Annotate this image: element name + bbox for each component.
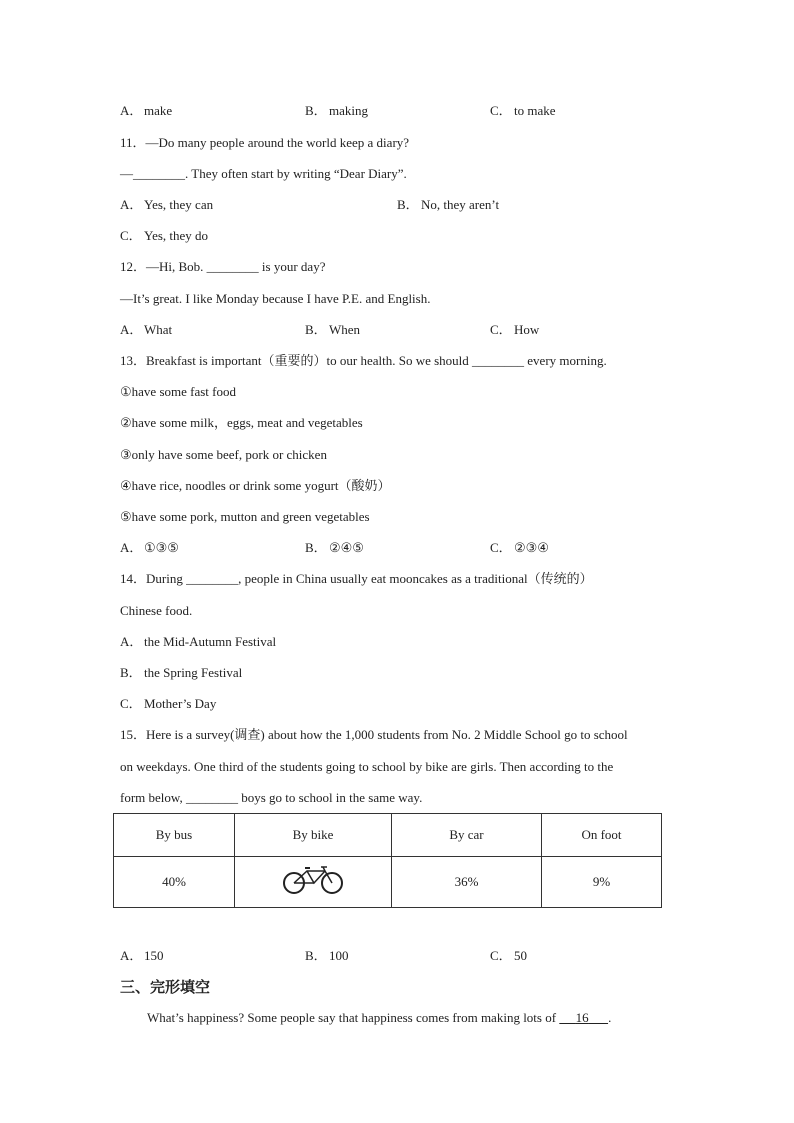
option-text: to make bbox=[514, 103, 556, 118]
option-text: 100 bbox=[329, 948, 349, 963]
option-key: A． bbox=[120, 948, 143, 963]
q13-option-a[interactable] bbox=[120, 540, 179, 556]
option-key: C． bbox=[490, 103, 512, 118]
q14-option-c[interactable] bbox=[120, 696, 216, 712]
table-cell: 36% bbox=[392, 857, 542, 908]
q13-item: ①have some fast food bbox=[120, 384, 236, 399]
table-header-row bbox=[114, 814, 662, 857]
table-cell-bike bbox=[235, 857, 392, 908]
table-header-cell: By bike bbox=[235, 814, 392, 857]
option-key: C． bbox=[490, 322, 512, 337]
option-key: C． bbox=[120, 696, 142, 711]
option-key: A． bbox=[120, 197, 143, 212]
survey-table bbox=[113, 813, 662, 908]
q15-option-a[interactable] bbox=[120, 948, 164, 964]
table-cell: 40% bbox=[114, 857, 235, 908]
q14-question-cont: Chinese food. bbox=[120, 603, 193, 618]
q13-option-c[interactable] bbox=[490, 540, 549, 556]
option-text: ①③⑤ bbox=[144, 540, 179, 555]
blank-number: 16 bbox=[575, 1010, 589, 1025]
option-text: the Mid-Autumn Festival bbox=[144, 634, 277, 649]
option-key: A． bbox=[120, 322, 143, 337]
q11-option-b[interactable] bbox=[397, 197, 499, 213]
q13-option-b[interactable] bbox=[305, 540, 364, 556]
q10-option-c[interactable] bbox=[490, 103, 556, 119]
option-key: C． bbox=[490, 948, 512, 963]
option-key: C． bbox=[120, 228, 142, 243]
q15-question-cont: on weekdays. One third of the students going to school by bike are girls. Then according to the bbox=[120, 759, 614, 774]
cloze-text: What’s happiness? Some people say that happiness comes from making lots of bbox=[147, 1010, 560, 1025]
bicycle-icon bbox=[281, 865, 345, 895]
option-key: B． bbox=[305, 540, 327, 555]
option-text: the Spring Festival bbox=[144, 665, 243, 680]
table-row bbox=[114, 857, 662, 908]
q11-option-a[interactable] bbox=[120, 197, 213, 213]
option-text: ②④⑤ bbox=[329, 540, 364, 555]
q15-option-c[interactable] bbox=[490, 948, 527, 964]
table-header-cell: By bus bbox=[114, 814, 235, 857]
section-heading: 三、完形填空 bbox=[120, 978, 211, 996]
option-key: B． bbox=[305, 322, 327, 337]
option-text: 50 bbox=[514, 948, 527, 963]
option-key: B． bbox=[305, 948, 327, 963]
q13-item: ④have rice, noodles or drink some yogurt（酸奶） bbox=[120, 478, 391, 493]
cloze-first-line bbox=[147, 1010, 611, 1026]
option-key: A． bbox=[120, 540, 143, 555]
q14-option-a[interactable] bbox=[120, 634, 276, 650]
q13-item: ⑤have some pork, mutton and green vegetables bbox=[120, 509, 370, 524]
table-header-cell: By car bbox=[392, 814, 542, 857]
option-text: No, they aren’t bbox=[421, 197, 500, 212]
q12-question: 12．—Hi, Bob. ________ is your day? bbox=[120, 259, 326, 274]
q12-option-c[interactable] bbox=[490, 322, 539, 338]
cloze-text-end: . bbox=[608, 1010, 612, 1025]
q12-option-a[interactable] bbox=[120, 322, 172, 338]
q15-option-b[interactable] bbox=[305, 948, 349, 964]
q11-option-c[interactable] bbox=[120, 228, 208, 244]
q11-question: 11．—Do many people around the world keep a diary? bbox=[120, 135, 410, 150]
option-text: Yes, they do bbox=[144, 228, 209, 243]
option-text: ②③④ bbox=[514, 540, 549, 555]
option-key: C． bbox=[490, 540, 512, 555]
option-text: Mother’s Day bbox=[144, 696, 217, 711]
q10-option-a[interactable] bbox=[120, 103, 172, 119]
q12-option-b[interactable] bbox=[305, 322, 360, 338]
table-cell: 9% bbox=[542, 857, 662, 908]
option-text: Yes, they can bbox=[144, 197, 214, 212]
option-text: How bbox=[514, 322, 540, 337]
option-key: A． bbox=[120, 103, 143, 118]
option-text: making bbox=[329, 103, 368, 118]
q14-question: 14．During ________, people in China usually eat mooncakes as a traditional（传统的） bbox=[120, 571, 593, 586]
q11-answer-line: —________. They often start by writing “Dear Diary”. bbox=[120, 166, 407, 181]
q15-question-cont: form below, ________ boys go to school in the same way. bbox=[120, 790, 423, 805]
q12-answer-line: —It’s great. I like Monday because I have P.E. and English. bbox=[120, 291, 431, 306]
option-text: What bbox=[144, 322, 173, 337]
cloze-blank-16[interactable] bbox=[559, 1010, 608, 1025]
q15-question: 15．Here is a survey(调查) about how the 1,000 students from No. 2 Middle School go to school bbox=[120, 727, 628, 742]
table-header-cell: On foot bbox=[542, 814, 662, 857]
option-key: B． bbox=[305, 103, 327, 118]
q13-item: ③only have some beef, pork or chicken bbox=[120, 447, 327, 462]
q13-item: ②have some milk，eggs, meat and vegetables bbox=[120, 415, 363, 430]
option-key: B． bbox=[397, 197, 419, 212]
option-text: 150 bbox=[144, 948, 164, 963]
option-text: make bbox=[144, 103, 173, 118]
q13-question: 13．Breakfast is important（重要的）to our health. So we should ________ every morning. bbox=[120, 353, 607, 368]
option-key: B． bbox=[120, 665, 142, 680]
q14-option-b[interactable] bbox=[120, 665, 242, 681]
option-text: When bbox=[329, 322, 361, 337]
q10-option-b[interactable] bbox=[305, 103, 368, 119]
option-key: A． bbox=[120, 634, 143, 649]
